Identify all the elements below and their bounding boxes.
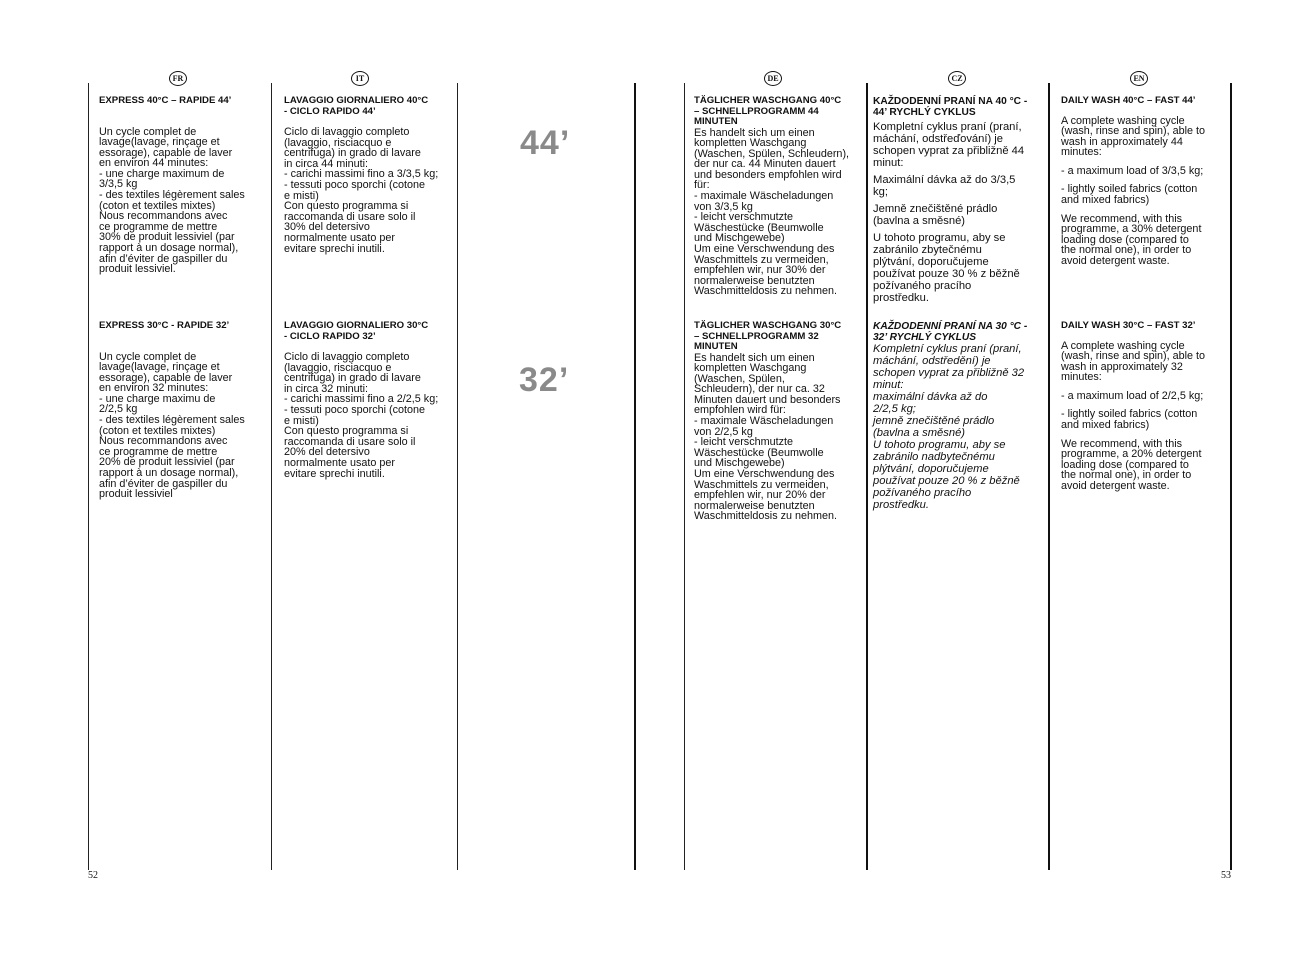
cz-section-30 — [873, 321, 1045, 511]
it-section-30 — [284, 321, 454, 479]
de-section-40 — [694, 96, 864, 297]
language-badge-fr: FR — [169, 71, 187, 86]
en-section-30 — [1061, 321, 1229, 492]
de-section-30 — [694, 321, 864, 522]
it-text-40: Ciclo di lavaggio completo (lavaggio, risciacquo e centrifuga) in grado di lavare in circa 44 minuti: - carichi massimi fino a 3/3,5 kg; - tessuti poco sporchi (cotone e misti) Con questo programma si raccomanda di usare solo il 30% del detersivo normalmente usato per evitare sprechi inutili. — [284, 126, 439, 255]
cz-heading-30: KAŽDODENNÍ PRANÍ NA 30 °C - 32’ RYCHLÝ CYKLUS — [873, 321, 1028, 343]
cz-text-40-recommend: U tohoto programu, aby se zabránilo zbytečnému plýtvání, doporučujeme používat pouze 30 % z běžně požívaného pracího prostředku. — [873, 232, 1020, 304]
it-heading-30: LAVAGGIO GIORNALIERO 30°C - CICLO RAPIDO 32’ — [284, 320, 429, 342]
rule-right-edge — [1230, 83, 1232, 870]
en-text-40-load: - a maximum load of 3/3,5 kg; — [1061, 164, 1204, 177]
language-badge-cz: CZ — [948, 71, 966, 86]
en-text-40-fabrics: - lightly soiled fabrics (cotton and mixed fabrics) — [1061, 183, 1198, 207]
fr-text-40: Un cycle complet de lavage(lavage, rinçage et essorage), capable de laver en environ 44 minutes: - une charge maximum de 3/3,5 kg - des textiles légèrement sales (coton et textiles mixtes) Nous recommandons avec ce programme de mettre 30% de produit lessiviel (par rapport à un dosage normal), afin d’éviter de gaspiller du produit lessiviel. — [99, 125, 245, 276]
en-text-30-load: - a maximum load of 2/2,5 kg; — [1061, 389, 1204, 402]
en-text-30-fabrics: - lightly soiled fabrics (cotton and mixed fabrics) — [1061, 408, 1198, 432]
rule-it-center — [457, 83, 458, 870]
cz-section-40 — [873, 96, 1045, 304]
rule-fr-it — [271, 83, 272, 870]
rule-de-cz — [866, 83, 868, 870]
duration-44-label: 44’ — [520, 124, 571, 162]
page-number-right: 53 — [1221, 870, 1231, 881]
cz-text-40-intro: Kompletní cyklus praní (praní, máchání, odstřeďování) je schopen vyprat za přibližně 44 minut: — [873, 121, 1025, 169]
rule-cz-en — [1048, 83, 1050, 870]
duration-32-label: 32’ — [519, 361, 570, 399]
fr-text-30: Un cycle complet de lavage(lavage, rinçage et essorage), capable de laver en environ 32 minutes: - une charge maximu de 2/2,5 kg - des textiles légèrement sales (coton et textiles mixtes) Nous recommandons avec ce programme de mettre 20% de produit lessiviel (par rapport à un dosage normal), afin d’éviter de gaspiller du produit lessiviel — [99, 350, 245, 501]
de-text-40: Es handelt sich um einen kompletten Waschgang (Waschen, Spülen, Schleudern), der nur ca. 44 Minuten dauert und besonders empfohlen wird für: - maximale Wäscheladungen von 3/3,5 kg - leicht verschmutzte Wäschestücke (Beumwolle und Mischgewebe) Um eine Verschwendung des Waschmittels zu vermeiden, empfehlen wir, nur 30% der normalerweise benutzten Waschmitteldosis zu nehmen. — [694, 126, 850, 298]
en-heading-40: DAILY WASH 40°C – FAST 44’ — [1061, 95, 1196, 106]
rule-left-margin — [88, 83, 89, 870]
language-badge-it: IT — [351, 71, 369, 86]
en-heading-30: DAILY WASH 30°C – FAST 32’ — [1061, 320, 1196, 331]
rule-right-margin — [684, 83, 685, 870]
cz-text-40-load: Maximální dávka až do 3/3,5 kg; — [873, 174, 1016, 198]
fr-heading-40: EXPRESS 40°C – RAPIDE 44’ — [99, 95, 232, 106]
de-heading-40: TÄGLICHER WASCHGANG 40°C – SCHNELLPROGRAMM 44 MINUTEN — [694, 95, 842, 127]
it-heading-40: LAVAGGIO GIORNALIERO 40°C - CICLO RAPIDO 44’ — [284, 95, 429, 117]
en-text-40-recommend: We recommend, with this programme, a 30% detergent loading dose (compared to the normal one), in order to avoid detergent waste. — [1061, 212, 1202, 268]
en-text-40-intro: A complete washing cycle (wash, rinse and spin), able to wash in approximately 44 minutes: — [1061, 114, 1206, 159]
fr-section-40 — [99, 96, 269, 275]
fr-heading-30: EXPRESS 30°C - RAPIDE 32’ — [99, 320, 230, 331]
en-text-30-recommend: We recommend, with this programme, a 20% detergent loading dose (compared to the normal one), in order to avoid detergent waste. — [1061, 437, 1202, 493]
cz-text-30: Kompletní cyklus praní (praní, máchání, odstředění) je schopen vyprat za přibližně 32 minut: maximální dávka až do 2/2,5 kg; jemně znečištěné prádlo (bavlna a směsné) U tohoto programu, aby se zabránilo nadbytečnému plýtvání, doporučujeme používat pouze 20 % z běžně požívaného pracího prostředku. — [873, 343, 1025, 511]
en-text-30-intro: A complete washing cycle (wash, rinse and spin), able to wash in approximately 32 minutes: — [1061, 339, 1206, 384]
language-badge-de: DE — [764, 71, 782, 86]
page-number-left: 52 — [88, 870, 98, 881]
it-text-30: Ciclo di lavaggio completo (lavaggio, risciacquo e centrifuga) in grado di lavare in circa 32 minuti: - carichi massimi fino a 2/2,5 kg; - tessuti poco sporchi (cotone e misti) Con questo programma si raccomanda di usare solo il 20% del detersivo normalmente usato per evitare sprechi inutili. — [284, 351, 439, 480]
fr-section-30 — [99, 321, 269, 500]
en-section-40 — [1061, 96, 1229, 267]
de-text-30: Es handelt sich um einen kompletten Waschgang (Waschen, Spülen, Schleudern), der nur ca. 32 Minuten dauert und besonders empfohlen wird für: - maximale Wäscheladungen von 2/2,5 kg - leicht verschmutzte Wäschestücke (Beumwolle und Mischgewebe) Um eine Verschwendung des Waschmittels zu vermeiden, empfehlen wir, nur 20% der normalerweise benutzten Waschmitteldosis zu nehmen. — [694, 351, 841, 523]
de-heading-30: TÄGLICHER WASCHGANG 30°C – SCHNELLPROGRAMM 32 MINUTEN — [694, 320, 842, 352]
rule-spine — [634, 83, 636, 870]
cz-heading-40: KAŽDODENNÍ PRANÍ NA 40 °C - 44’ RYCHLÝ CYKLUS — [873, 96, 1028, 118]
cz-text-40-fabrics: Jemně znečištěné prádlo (bavlna a směsné) — [873, 203, 998, 227]
language-badge-en: EN — [1130, 71, 1148, 86]
it-section-40 — [284, 96, 454, 254]
